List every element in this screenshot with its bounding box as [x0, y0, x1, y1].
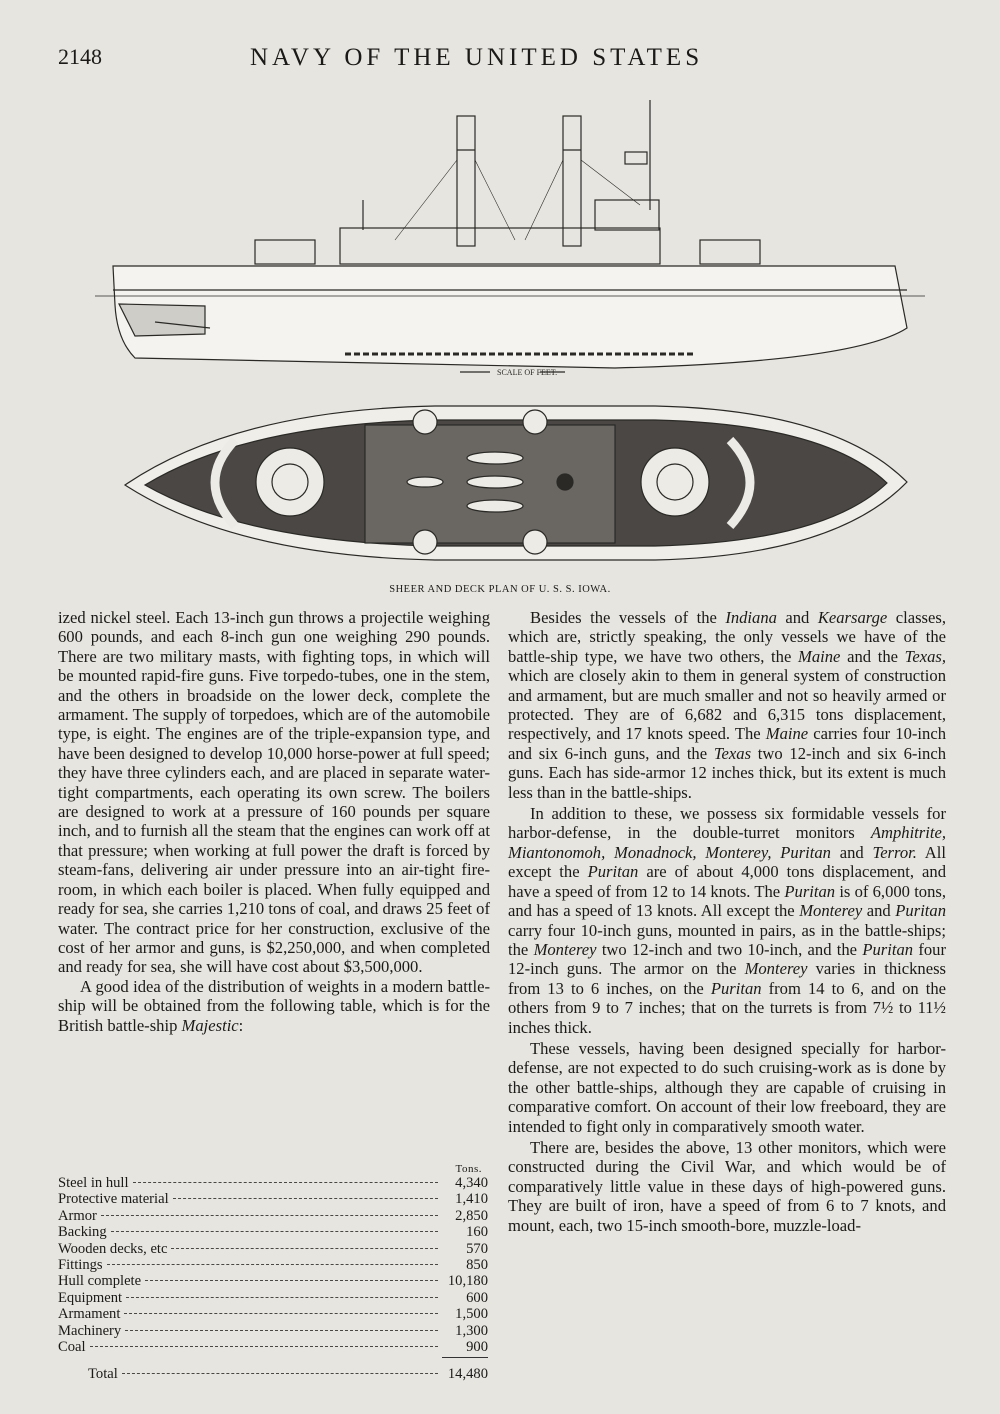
total-row: Total 14,480: [88, 1366, 488, 1383]
table-row: Wooden decks, etc 570: [58, 1240, 488, 1257]
table-row: Backing 160: [58, 1224, 488, 1241]
funnel-aft: [563, 116, 581, 246]
funnel-fore: [457, 116, 475, 246]
weights-table: [58, 1163, 488, 1383]
left-column: [58, 608, 490, 1035]
sum-rule: [442, 1357, 488, 1358]
ship-name: Majestic: [181, 1015, 239, 1035]
table-row: Equipment 600: [58, 1289, 488, 1306]
superstructure: [340, 228, 660, 264]
paragraph: In addition to these, we possess six formidable vessels for harbor-defense, in the double-turret monitors Amphitrite, Miantonomoh, Monadnock, Monterey, Puritan and Terror. All except the Puritan are of about 4,000 tons displacement, and have a speed of from 12 to 14 knots. The Puritan is of 6,000 tons, and has a speed of 13 knots. All except the Monterey and Puritan carry four 10-inch guns, mounted in pairs, as in the battle-ships; the Monterey two 12-inch and two 10-inch, and the Puritan four 12-inch guns. The armor on the Monterey varies in thickness from 13 to 6 inches, on the Puritan from 14 to 6, and on the others from 9 to 7 inches; that on the turrets is from 7½ to 11½ inches thick.: [508, 804, 947, 1037]
ship-plan-illustration: [95, 90, 925, 590]
paragraph: ized nickel steel. Each 13-inch gun throws a projectile weighing 600 pounds, and each 8-inch gun one weighing 290 pounds. There are two military masts, with fighting tops, in which will be mounted rapid-fire guns. Five torpedo-tubes, one in the stem, and the others in broadside on the lower deck, complete the armament. The supply of torpedoes, which are of the automobile type, is eight. The engines are of the triple-expansion type, and have been designed to develop 10,000 horse-power at full speed; they have three cylinders each, and are placed in separate water-tight compartments, each operating its own screw. The boilers are designed to work at a pressure of 160 pounds per square inch, and to furnish all the steam that the engines can work off at that pressure; when working at full power the draft is forced by steam-fans, delivering air under pressure into an air-tight fire-room, in which each boiler is placed. When fully equipped and ready for sea, she carries 1,210 tons of coal, and draws 25 feet of water. The contract price for her construction, exclusive of the cost of her armor and guns, is $2,250,000, and when completed and ready for sea, she will have cost about $3,500,000.: [58, 608, 490, 977]
aft-turret: [641, 448, 709, 516]
table-row: Protective material 1,410: [58, 1191, 488, 1208]
paragraph: These vessels, having been designed specially for harbor-defense, are not expected to do such cruising-work as is done by the other battle-ships, although they are capable of cruising in comparative comfort. On account of their low freeboard, they are intended to fight only in comparatively smooth water.: [508, 1038, 946, 1136]
tons-header: Tons.: [455, 1163, 482, 1175]
table-row: Steel in hull 4,340: [58, 1175, 488, 1191]
paragraph: There are, besides the above, 13 other monitors, which were constructed during the Civil War, and which would be of comparatively little value in these days of high-powered guns. They are built of iron, have a speed of from 6 to 7 knots, and mount, each, two 15-inch smooth-bore, muzzle-load-: [508, 1137, 946, 1235]
paragraph: Besides the vessels of the Indiana and Kearsarge classes, which are, strictly speaking, the only vessels we have of the battle-ship type, we have two others, the Maine and the Texas, which are closely akin to them in general system of construction and armament, but are much smaller and not so heavily armed or protected. They are of 6,682 and 6,315 tons displacement, respectively, and 17 knots speed. The Maine carries four 10-inch and six 6-inch guns, and the Texas two 12-inch and six 6-inch guns. Each has side-armor 12 inches thick, but its extent is much less than in the battle-ships.: [508, 608, 946, 802]
table-row: Armament 1,500: [58, 1306, 488, 1323]
table-row: Coal 900: [58, 1338, 488, 1355]
right-column: [508, 608, 946, 1235]
figure-caption: SHEER AND DECK PLAN OF U. S. S. IOWA.: [389, 584, 611, 595]
table-row: Fittings 850: [58, 1256, 488, 1273]
fore-turret: [256, 448, 324, 516]
table-row: Hull complete 10,180: [58, 1273, 488, 1290]
table-row: Machinery 1,300: [58, 1322, 488, 1339]
table-row: Armor 2,850: [58, 1207, 488, 1224]
running-title: NAVY OF THE UNITED STATES: [250, 44, 704, 71]
paragraph: A good idea of the distribution of weights in a modern battle-ship will be obtained from the following table, which is for the British battle-ship Majestic:: [58, 976, 490, 1035]
page-number: 2148: [58, 44, 102, 69]
scale-label: SCALE OF FEET.: [497, 368, 558, 377]
